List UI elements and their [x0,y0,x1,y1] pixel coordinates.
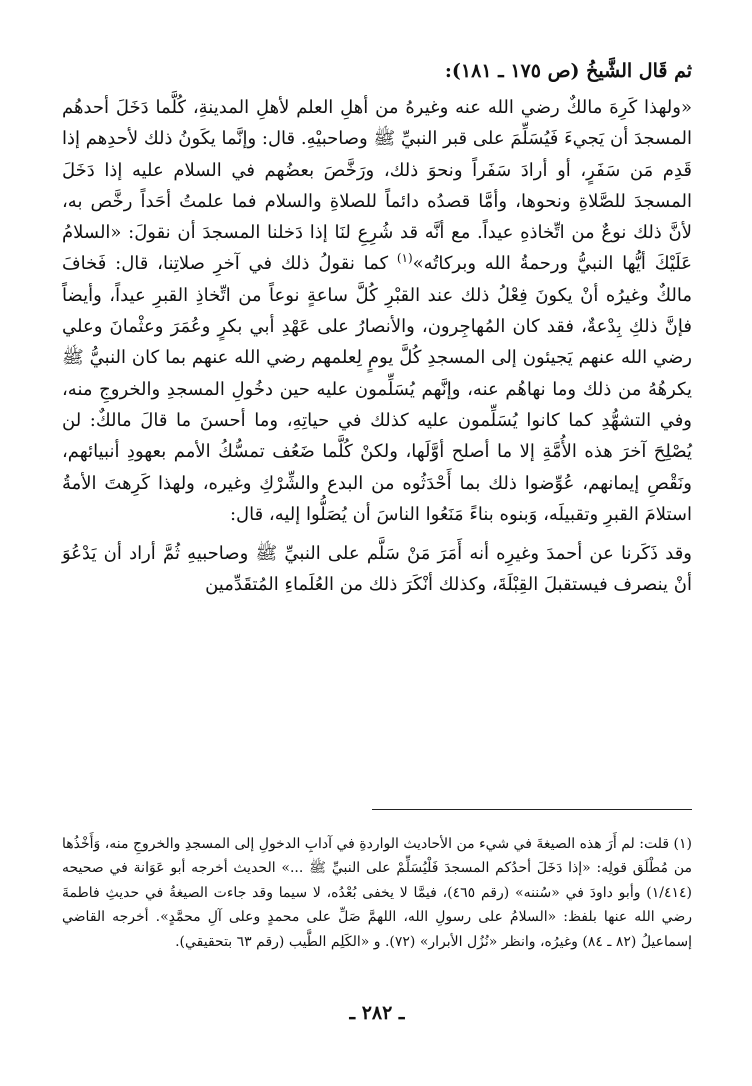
quote-text-part-1: «ولهذا كَرِهَ مالكٌ رضي الله عنه وغيرهُ من أهلِ العلم لأهلِ المدينةِ، كُلَّما دَخَلَ أحدهُم المسجدَ أن يَجيءَ فَيُسَلِّمَ على قبر النبيِّ ﷺ وصاحبيْهِ. قال: وإنَّما يكَونُ ذلك لأحدِهم إذا قَدِم مَن سَفَرٍ، أو أرادَ سَفَراً ونحوَ ذلك، ورَخَّصَ بعضُهم في السلام عليه إذا دَخَلَ المسجدَ للصَّلاةِ ونحوها، وأمَّا قصدُه دائماً للصلاةِ والسلام فما علمتُ أحَداً رخَّص به، لأنَّ ذلك نوعٌ من اتِّخاذهِ عيداً. مع أنَّه قد شُرِعِ لنَا إذا دَخلنا المسجدَ أن نقولَ: «السلامُ عَلَيْكَ أيُّها النبيُّ ورحمةُ الله وبركاتُه» [62,97,693,275]
footnote-marker: (١) [396,251,413,266]
section-heading: ثم قَال الشَّيخُ (ص ١٧٥ ـ ١٨١): [444,60,692,82]
book-page [62,56,692,1056]
quote-paragraph [62,92,692,530]
body-paragraph: وقد ذَكَرنا عن أحمدَ وغيرِه أنه أَمَرَ مَنْ سَلَّم على النبيِّ ﷺ وصاحبيهِ ثُمَّ أراد أن يَدْعُوَ أنْ ينصرف فيستقبلَ القِبْلَةَ، وكذلك أنْكَرَ ذلك من العُلَماءِ المُتقَدِّمين [62,543,692,596]
page-number: ـ ٢٨٢ ـ [349,1002,405,1024]
footnote: (١) قلت: لم أَرَ هذه الصيغةَ في شيء من الأحاديث الواردةِ في آدابِ الدخولِ إلى المسجدِ والخروجِ منه، وَأَخْذُها من مُطْلَق قولِه: «إذا دَخَلَ أحدُكم المسجدَ فَلْيُسَلِّمْ على النبيِّ ﷺ ...» الحديث أخرجه أبو عَوَانة في صحيحه (١/٤١٤) وأبو داودَ في «سُننه» (رقم ٤٦٥)، فيمَّا لا يخفى بُعْدُه، لا سيما وقد جاءت الصيغةُ في حديثِ فاطمةَ رضي الله عنها بلفظ: «السلامُ على رسولِ الله، اللهمَّ صَلِّ على محمدٍ وعلى آلِ محمَّدٍ». أخرجه القاضي إسماعيلُ (٨٢ ـ ٨٤) وغيرُه، وانظر «نُزُل الأبرار» (٧٢). و «الكَلِم الطَّيب (رقم ٦٣ بتحقيقي). [62,836,692,950]
quote-text-part-2: كما نقولُ ذلك في آخرِ صلاتِنا، قال: فَخافَ مالكٌ وغيرُه أنْ يكونَ فِعْلُ ذلك عند القبْرِ كُلَّ ساعةٍ نوعاً من اتِّخاذِ القبرِ عيداً، وأيضاً فإنَّ ذلكِ بِدْعةٌ، فقد كان المُهاجِرون، والأنصارُ على عَهْدِ أبي بكرٍ وعُمَرَ وعثْمانَ وعلي رضي الله عنهم يَجيئون إلى المسجدِ كُلَّ يومٍ لِعلمهم رضي الله عنهم بما كان النبيُّ ﷺ يكرهُهُ من ذلك وما نهاهُم عنه، وإنَّهم يُسَلِّمون عليه حين دخُولِ المسجدِ والخروجِ منه، وفي التشهُّدِ كما كانوا يُسَلِّمون عليه كذلك في حياتِهِ، وما أحسنَ ما قالَ مالكٌ: لن يُصْلِحَ آخرَ هذه الأُمَّةِ إلا ما أصلح أوَّلَها، ولكنْ كُلَّما ضَعُف تمسُّكُ الأمم بعهودِ أنبيائهم، ونَقْصِ إيمانهم، عُوِّضوا ذلك بما أَحْدَثُوه من البدع والشِّرْكِ وغيره، ولهذا كَرِهتَ الأمةُ استلامَ القبرِ وتقبيلَه، وَبنوه بناءً مَنَعُوا الناسَ أن يُصَلُّوا إليه، قال: [62,253,692,525]
footnote-divider [372,809,692,810]
